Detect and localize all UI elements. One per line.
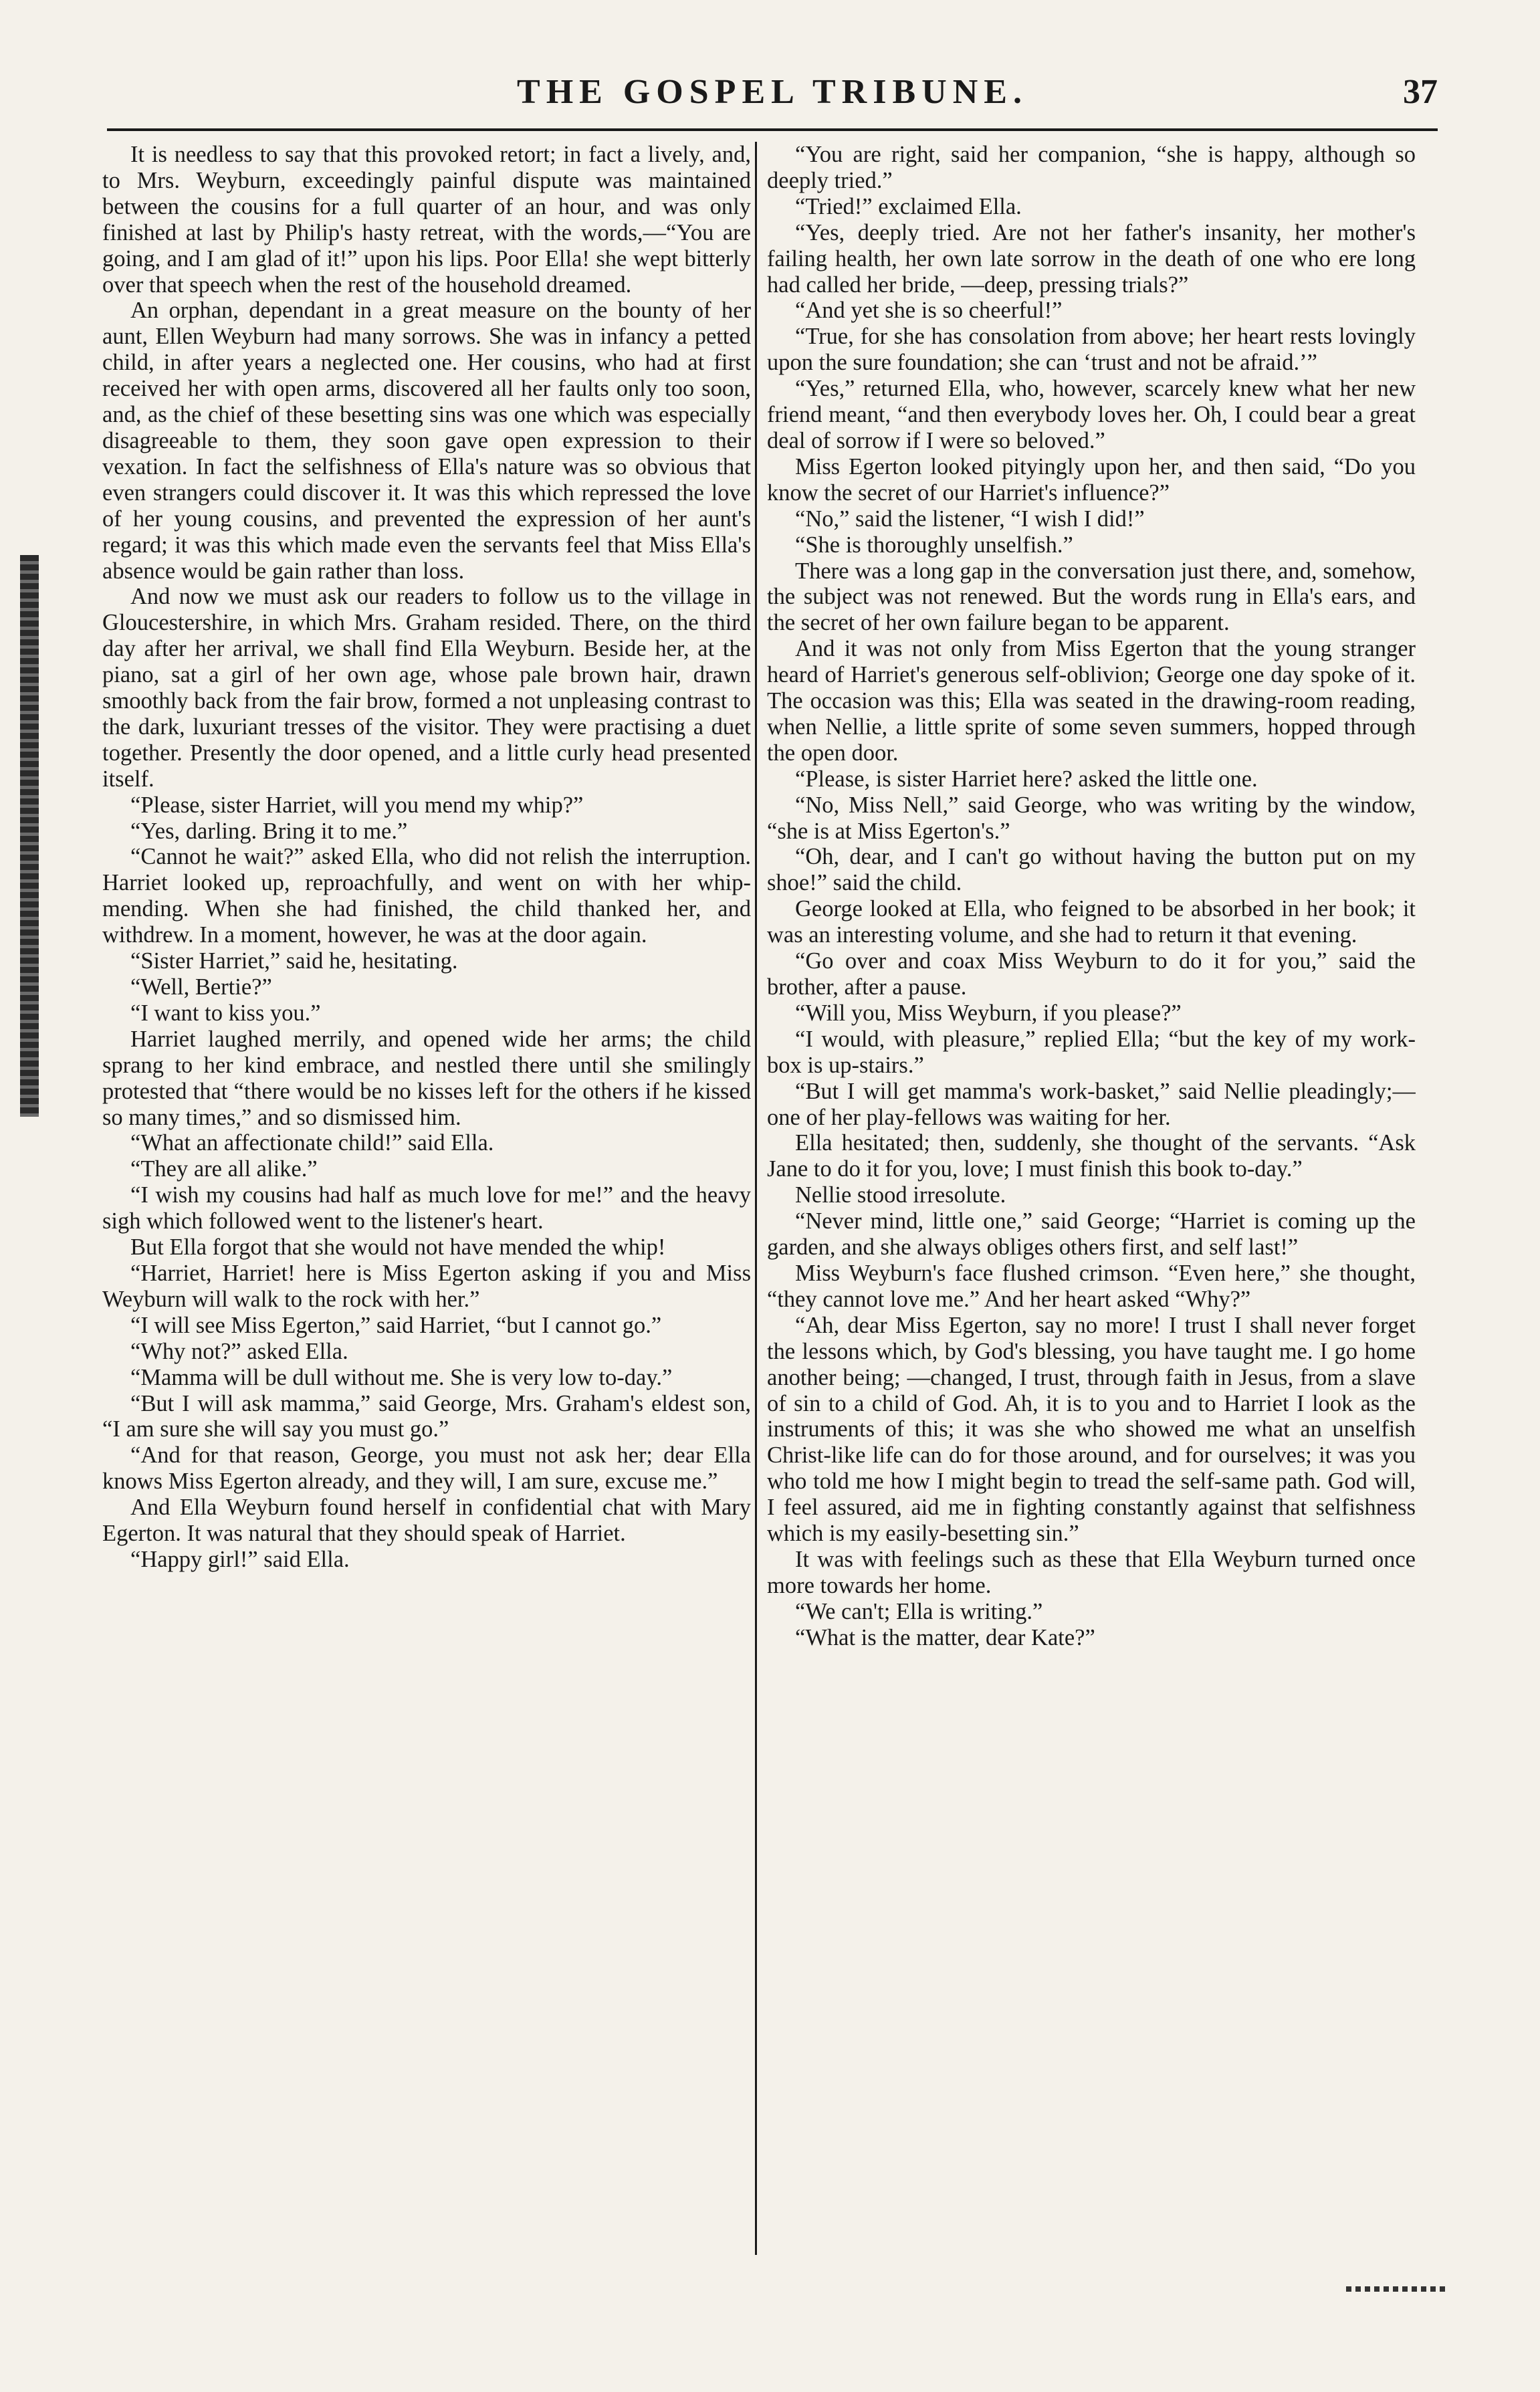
right-column bbox=[767, 142, 1416, 2262]
paragraph: “Please, is sister Harriet here? asked the little one. bbox=[795, 766, 1258, 792]
paragraph: “Yes, darling. Bring it to me.” bbox=[130, 818, 408, 844]
paragraph: “No, Miss Nell,” said George, who was writing by the window, “she is at Miss Egerton's.” bbox=[767, 792, 1416, 844]
print-smudge bbox=[1346, 2286, 1446, 2292]
paragraph: It is needless to say that this provoked retort; in fact a lively, and, to Mrs. Weyburn, exceedingly painful dispute was maintained between the cousins for a full quarter of an hour, and was only finished at last by Philip's hasty retreat, with the words,—“You are going, and I am glad of it!” upon his lips. Poor Ella! she wept bitterly over that speech when the rest of the household dreamed. bbox=[102, 142, 751, 298]
paragraph: “Tried!” exclaimed Ella. bbox=[795, 193, 1022, 219]
paragraph: And now we must ask our readers to follow us to the village in Gloucestershire, in which Mrs. Graham resided. There, on the third day after her arrival, we shall find Ella Weyburn. Beside her, at the piano, sat a girl of her own age, whose pale brown hair, drawn smoothly back from the fair brow, formed a not unpleasing contrast to the dark, luxuriant tresses of the visitor. They were practising a duet together. Presently the door opened, and a little curly head presented itself. bbox=[102, 584, 751, 792]
paragraph: “And yet she is so cheerful!” bbox=[795, 298, 1063, 324]
paragraph: There was a long gap in the conversation just there, and, somehow, the subject was not renewed. But the words rung in Ella's ears, and the secret of her own failure began to be apparent. bbox=[767, 558, 1416, 636]
paragraph: “Go over and coax Miss Weyburn to do it for you,” said the brother, after a pause. bbox=[767, 948, 1416, 1000]
paragraph: Miss Weyburn's face flushed crimson. “Even here,” she thought, “they cannot love me.” And her heart asked “Why?” bbox=[767, 1260, 1416, 1312]
paragraph: “What an affectionate child!” said Ella. bbox=[130, 1130, 494, 1156]
paragraph: “Well, Bertie?” bbox=[130, 974, 272, 1000]
paragraph: George looked at Ella, who feigned to be absorbed in her book; it was an interesting volume, and she had to return it that evening. bbox=[767, 896, 1416, 948]
paragraph: “Never mind, little one,” said George; “Harriet is coming up the garden, and she always obliges others first, and self last!” bbox=[767, 1208, 1416, 1261]
paragraph: “Will you, Miss Weyburn, if you please?” bbox=[795, 1000, 1182, 1026]
margin-scan-mark bbox=[20, 555, 39, 1117]
paragraph: “Why not?” asked Ella. bbox=[130, 1338, 348, 1364]
paragraph: “No,” said the listener, “I wish I did!” bbox=[795, 506, 1145, 532]
paragraph: “Please, sister Harriet, will you mend my whip?” bbox=[130, 792, 584, 818]
paragraph: “But I will ask mamma,” said George, Mrs. Graham's eldest son, “I am sure she will say you must go.” bbox=[102, 1390, 751, 1442]
paragraph: And it was not only from Miss Egerton that the young stranger heard of Harriet's generous self-oblivion; George one day spoke of it. The occasion was this; Ella was seated in the drawing-room reading, when Nellie, a little sprite of some seven summers, hopped through the open door. bbox=[767, 636, 1416, 766]
paragraph: “I would, with pleasure,” replied Ella; “but the key of my work-box is up-stairs.” bbox=[767, 1026, 1416, 1078]
paragraph: “I wish my cousins had half as much love for me!” and the heavy sigh which followed went to the listener's heart. bbox=[102, 1182, 751, 1234]
paragraph: It was with feelings such as these that Ella Weyburn turned once more towards her home. bbox=[767, 1546, 1416, 1598]
paragraph: “But I will get mamma's work-basket,” said Nellie pleadingly;—one of her play-fellows was waiting for her. bbox=[767, 1078, 1416, 1130]
paragraph: “Harriet, Harriet! here is Miss Egerton asking if you and Miss Weyburn will walk to the rock with her.” bbox=[102, 1260, 751, 1312]
paragraph: “I want to kiss you.” bbox=[130, 1000, 321, 1026]
paragraph: “Sister Harriet,” said he, hesitating. bbox=[130, 948, 458, 974]
paragraph: “You are right, said her companion, “she is happy, although so deeply tried.” bbox=[767, 142, 1416, 193]
paragraph: Nellie stood irresolute. bbox=[795, 1182, 1006, 1208]
paragraph: “Oh, dear, and I can't go without having the button put on my shoe!” said the child. bbox=[767, 844, 1416, 896]
paragraph: An orphan, dependant in a great measure on the bounty of her aunt, Ellen Weyburn had many sorrows. She was in infancy a petted child, in after years a neglected one. Her cousins, who had at first received her with open arms, discovered all her faults only too soon, and, as the chief of these besetting sins was one which was especially disagreeable to them, they soon gave open expression to their vexation. In fact the selfishness of Ella's nature was so obvious that even strangers could discover it. It was this which repressed the love of her young cousins, and prevented the expression of her aunt's regard; it was this which made even the servants feel that Miss Ella's absence would be gain rather than loss. bbox=[102, 298, 751, 584]
paragraph: “They are all alike.” bbox=[130, 1156, 318, 1182]
paragraph: “Yes,” returned Ella, who, however, scarcely knew what her new friend meant, “and then everybody loves her. Oh, I could bear a great deal of sorrow if I were so beloved.” bbox=[767, 376, 1416, 453]
paragraph: “Cannot he wait?” asked Ella, who did not relish the interruption. Harriet looked up, reproachfully, and went on with her whip-mending. When she had finished, the child thanked her, and withdrew. In a moment, however, he was at the door again. bbox=[102, 844, 751, 948]
paragraph: “I will see Miss Egerton,” said Harriet, “but I cannot go.” bbox=[130, 1312, 662, 1338]
paragraph: “True, for she has consolation from above; her heart rests lovingly upon the sure foundation; she can ‘trust and not be afraid.’” bbox=[767, 324, 1416, 376]
paragraph: “Happy girl!” said Ella. bbox=[130, 1546, 350, 1572]
publication-title: THE GOSPEL TRIBUNE. bbox=[517, 73, 1028, 111]
paragraph: But Ella forgot that she would not have mended the whip! bbox=[130, 1234, 666, 1261]
paragraph: “We can't; Ella is writing.” bbox=[795, 1598, 1043, 1624]
paragraph: And Ella Weyburn found herself in confidential chat with Mary Egerton. It was natural that they should speak of Harriet. bbox=[102, 1495, 751, 1547]
header-rule bbox=[107, 128, 1438, 131]
paragraph: “Ah, dear Miss Egerton, say no more! I trust I shall never forget the lessons which, by God's blessing, you have taught me. I go home another being; —changed, I trust, through faith in Jesus, from a slave of sin to a child of God. Ah, it is to you and to Harriet I look as the instruments of this; it was she who showed me what an unselfish Christ-like life can do for those around, and for ourselves; it was you who told me how I might begin to tread the self-same path. God will, I feel assured, aid me in fighting constantly against that selfishness which is my easily-besetting sin.” bbox=[767, 1312, 1416, 1547]
paragraph: “Yes, deeply tried. Are not her father's insanity, her mother's failing health, her own late sorrow in the death of one who ere long had called her bride, —deep, pressing trials?” bbox=[767, 219, 1416, 298]
paragraph: “What is the matter, dear Kate?” bbox=[795, 1624, 1095, 1650]
paragraph: “She is thoroughly unselfish.” bbox=[795, 532, 1073, 558]
paragraph: Harriet laughed merrily, and opened wide her arms; the child sprang to her kind embrace, and nestled there until she smilingly protested that “there would be no kisses left for the others if he kissed so many times,” and so dismissed him. bbox=[102, 1026, 751, 1130]
left-column bbox=[102, 142, 751, 2262]
column-divider bbox=[755, 142, 757, 2255]
paragraph: “Mamma will be dull without me. She is very low to-day.” bbox=[130, 1364, 673, 1390]
paragraph: Miss Egerton looked pityingly upon her, and then said, “Do you know the secret of our Harriet's influence?” bbox=[767, 453, 1416, 506]
paragraph: “And for that reason, George, you must not ask her; dear Ella knows Miss Egerton already, and they will, I am sure, excuse me.” bbox=[102, 1442, 751, 1495]
page-header bbox=[107, 72, 1438, 126]
page-number: 37 bbox=[1403, 73, 1438, 111]
paragraph: Ella hesitated; then, suddenly, she thought of the servants. “Ask Jane to do it for you, love; I must finish this book to-day.” bbox=[767, 1130, 1416, 1182]
